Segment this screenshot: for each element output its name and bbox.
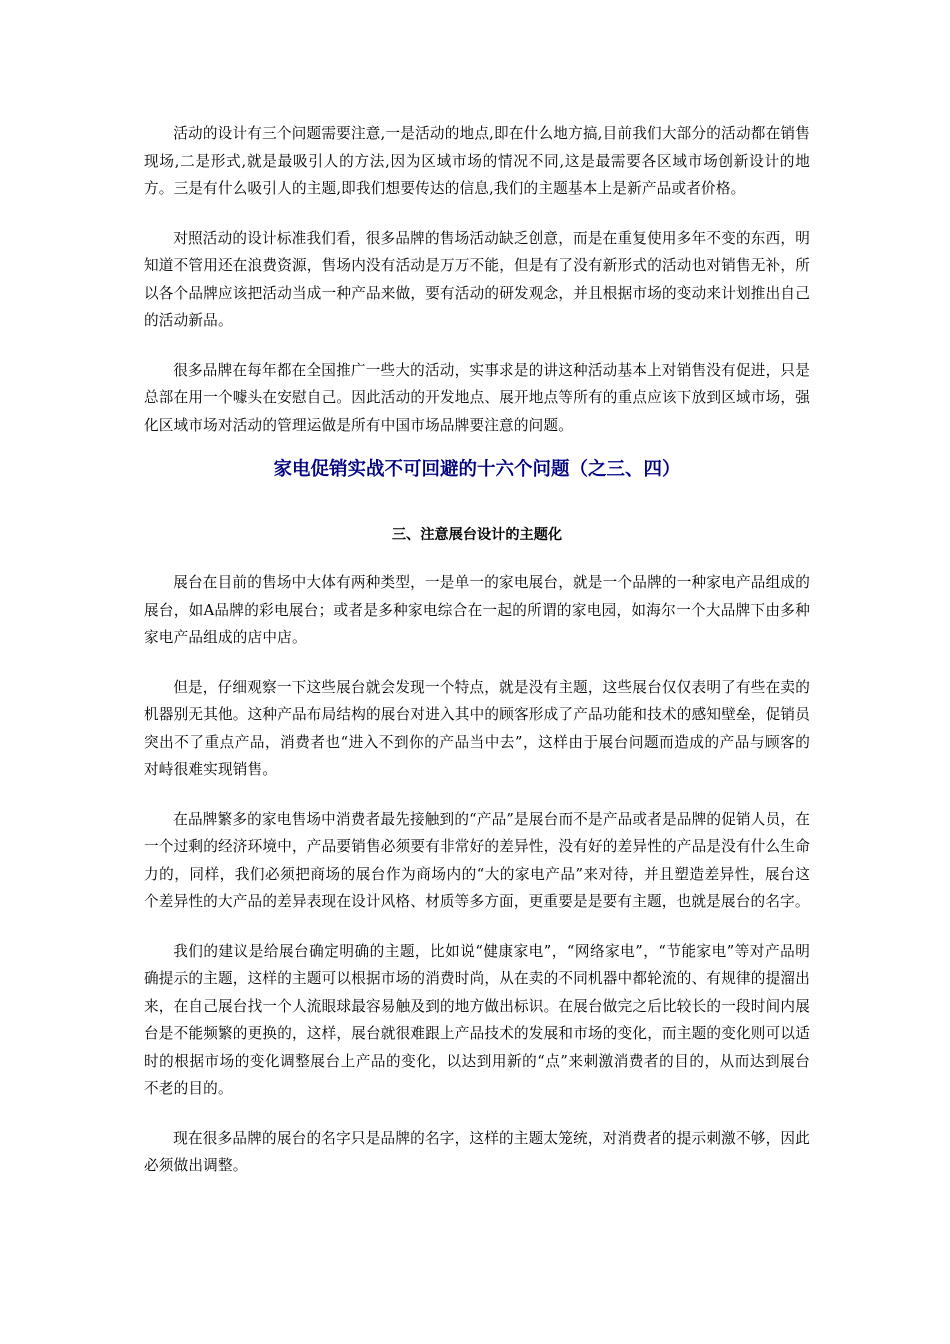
section-paragraph-1: 展台在目前的售场中大体有两种类型，一是单一的家电展台，就是一个品牌的一种家电产品组成的展台，如A品牌的彩电展台；或者是多种家电综合在一起的所谓的家电园，如海尔一个大品牌下由多种家电产品组成的店中店。 xyxy=(144,574,810,646)
intro-paragraph-1: 活动的设计有三个问题需要注意,一是活动的地点,即在什么地方搞,目前我们大部分的活动都在销售现场,二是形式,就是最吸引人的方法,因为区域市场的情况不同,这是最需要各区域市场创新设计的地方。三是有什么吸引人的主题,即我们想要传达的信息,我们的主题基本上是新产品或者价格。 xyxy=(144,125,810,197)
section-paragraph-4: 我们的建议是给展台确定明确的主题，比如说“健康家电”，“网络家电”，“节能家电”等对产品明确提示的主题，这样的主题可以根据市场的消费时尚，从在卖的不同机器中都轮流的、有规律的提溜出来，在自己展台找一个人流眼球最容易触及到的地方做出标识。在展台做完之后比较长的一段时间内展台是不能频繁的更换的，这样，展台就很难跟上产品技术的发展和市场的变化，而主题的变化则可以适时的根据市场的变化调整展台上产品的变化，以达到用新的“点”来刺激消费者的目的，从而达到展台不老的目的。 xyxy=(144,942,810,1097)
section-paragraph-5: 现在很多品牌的展台的名字只是品牌的名字，这样的主题太笼统，对消费者的提示刺激不够，因此必须做出调整。 xyxy=(144,1129,810,1174)
article-title: 家电促销实战不可回避的十六个问题（之三、四） xyxy=(273,459,681,480)
section-paragraph-2: 但是，仔细观察一下这些展台就会发现一个特点，就是没有主题，这些展台仅仅表明了有些在卖的机器别无其他。这种产品布局结构的展台对进入其中的顾客形成了产品功能和技术的感知壁垒，促销员突出不了重点产品，消费者也“进入不到你的产品当中去”，这样由于展台问题而造成的产品与顾客的对峙很难实现销售。 xyxy=(144,678,810,778)
intro-paragraph-3: 很多品牌在每年都在全国推广一些大的活动，实事求是的讲这种活动基本上对销售没有促进，只是总部在用一个噱头在安慰自己。因此活动的开发地点、展开地点等所有的重点应该下放到区域市场，强化区域市场对活动的管理运做是所有中国市场品牌要注意的问题。 xyxy=(144,361,810,434)
section-paragraph-3: 在品牌繁多的家电售场中消费者最先接触到的“产品”是展台而不是产品或者是品牌的促销人员，在一个过剩的经济环境中，产品要销售必须要有非常好的差异性，没有好的差异性的产品是没有什么生命力的，同样，我们必须把商场的展台作为商场内的“大的家电产品”来对待，并且塑造差异性，展台这个差异性的大产品的差异表现在设计风格、材质等多方面，更重要是是要有主题，也就是展台的名字。 xyxy=(144,810,810,910)
document-page xyxy=(144,120,810,1180)
intro-paragraph-2: 对照活动的设计标准我们看，很多品牌的售场活动缺乏创意，而是在重复使用多年不变的东西，明知道不管用还在浪费资源，售场内没有活动是万万不能，但是有了没有新形式的活动也对销售无补，所以各个品牌应该把活动当成一种产品来做，要有活动的研发观念，并且根据市场的变动来计划推出自己的活动新品。 xyxy=(144,229,810,329)
section-heading: 三、注意展台设计的主题化 xyxy=(391,527,563,543)
